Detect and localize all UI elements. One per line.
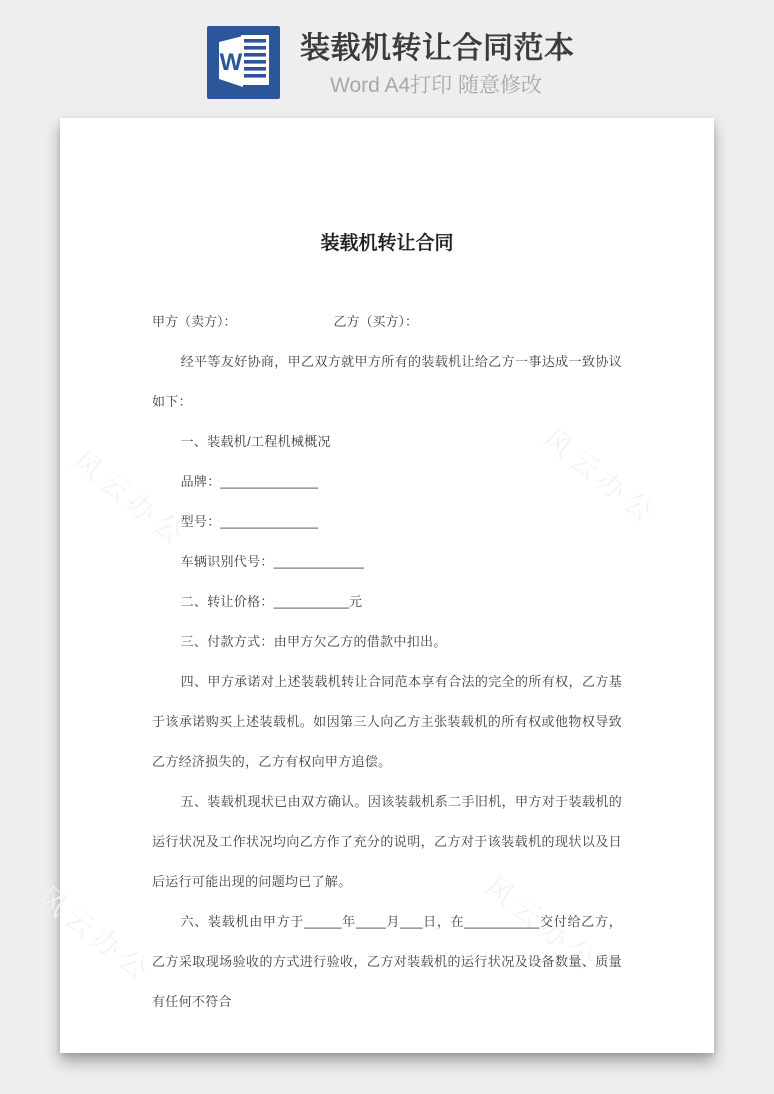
watermark: 风云办公 xyxy=(67,444,194,553)
paragraph-section-5: 五、装载机现状已由双方确认。因该装载机系二手旧机，甲方对于装载机的运行状况及工作状况均向乙方作了充分的说明，乙方对于该装载机的现状以及日后运行可能出现的问题均已了解。 xyxy=(152,794,622,889)
party-b-label: 乙方（买方）： xyxy=(333,314,419,329)
paragraph-intro: 经平等友好协商，甲乙双方就甲方所有的装载机让给乙方一事达成一致协议如下： xyxy=(152,354,622,409)
paragraph-section-2: 二、转让价格：__________元 xyxy=(180,594,363,609)
header xyxy=(300,28,575,100)
word-icon-letter: W xyxy=(219,49,243,76)
paragraph-section-4: 四、甲方承诺对上述装载机转让合同范本享有合法的完全的所有权，乙方基于该承诺购买上述装载机。如因第三人向乙方主张装载机的所有权或他物权导致乙方经济损失的，乙方有权向甲方追偿。 xyxy=(152,674,622,769)
word-icon-svg xyxy=(207,26,280,99)
field-vin: 车辆识别代号：____________ xyxy=(180,554,365,569)
watermark: 风云办公 xyxy=(479,870,606,979)
document-page xyxy=(32,118,714,1053)
party-a-label: 甲方（卖方）： xyxy=(152,314,237,329)
paragraph-section-3: 三、付款方式：由甲方欠乙方的借款中扣出。 xyxy=(180,634,447,649)
header-title: 装载机转让合同范本 xyxy=(300,32,575,65)
field-model: 型号：_____________ xyxy=(180,514,319,529)
header-subtitle: Word A4打印 随意修改 xyxy=(330,74,542,97)
field-brand: 品牌：_____________ xyxy=(180,474,319,489)
watermark: 风云办公 xyxy=(32,880,159,989)
word-icon xyxy=(207,26,280,99)
party-line xyxy=(152,302,622,342)
paragraph-section-1: 一、装载机/工程机械概况 xyxy=(180,434,331,449)
document-title: 装载机转让合同 xyxy=(320,233,454,254)
watermark: 风云办公 xyxy=(537,422,664,531)
paragraph-section-6: 六、装载机由甲方于_____年____月___日，在__________交付给乙方，乙方采取现场验收的方式进行验收，乙方对装载机的运行状况及设备数量、质量有任何不符合 xyxy=(152,914,622,1009)
